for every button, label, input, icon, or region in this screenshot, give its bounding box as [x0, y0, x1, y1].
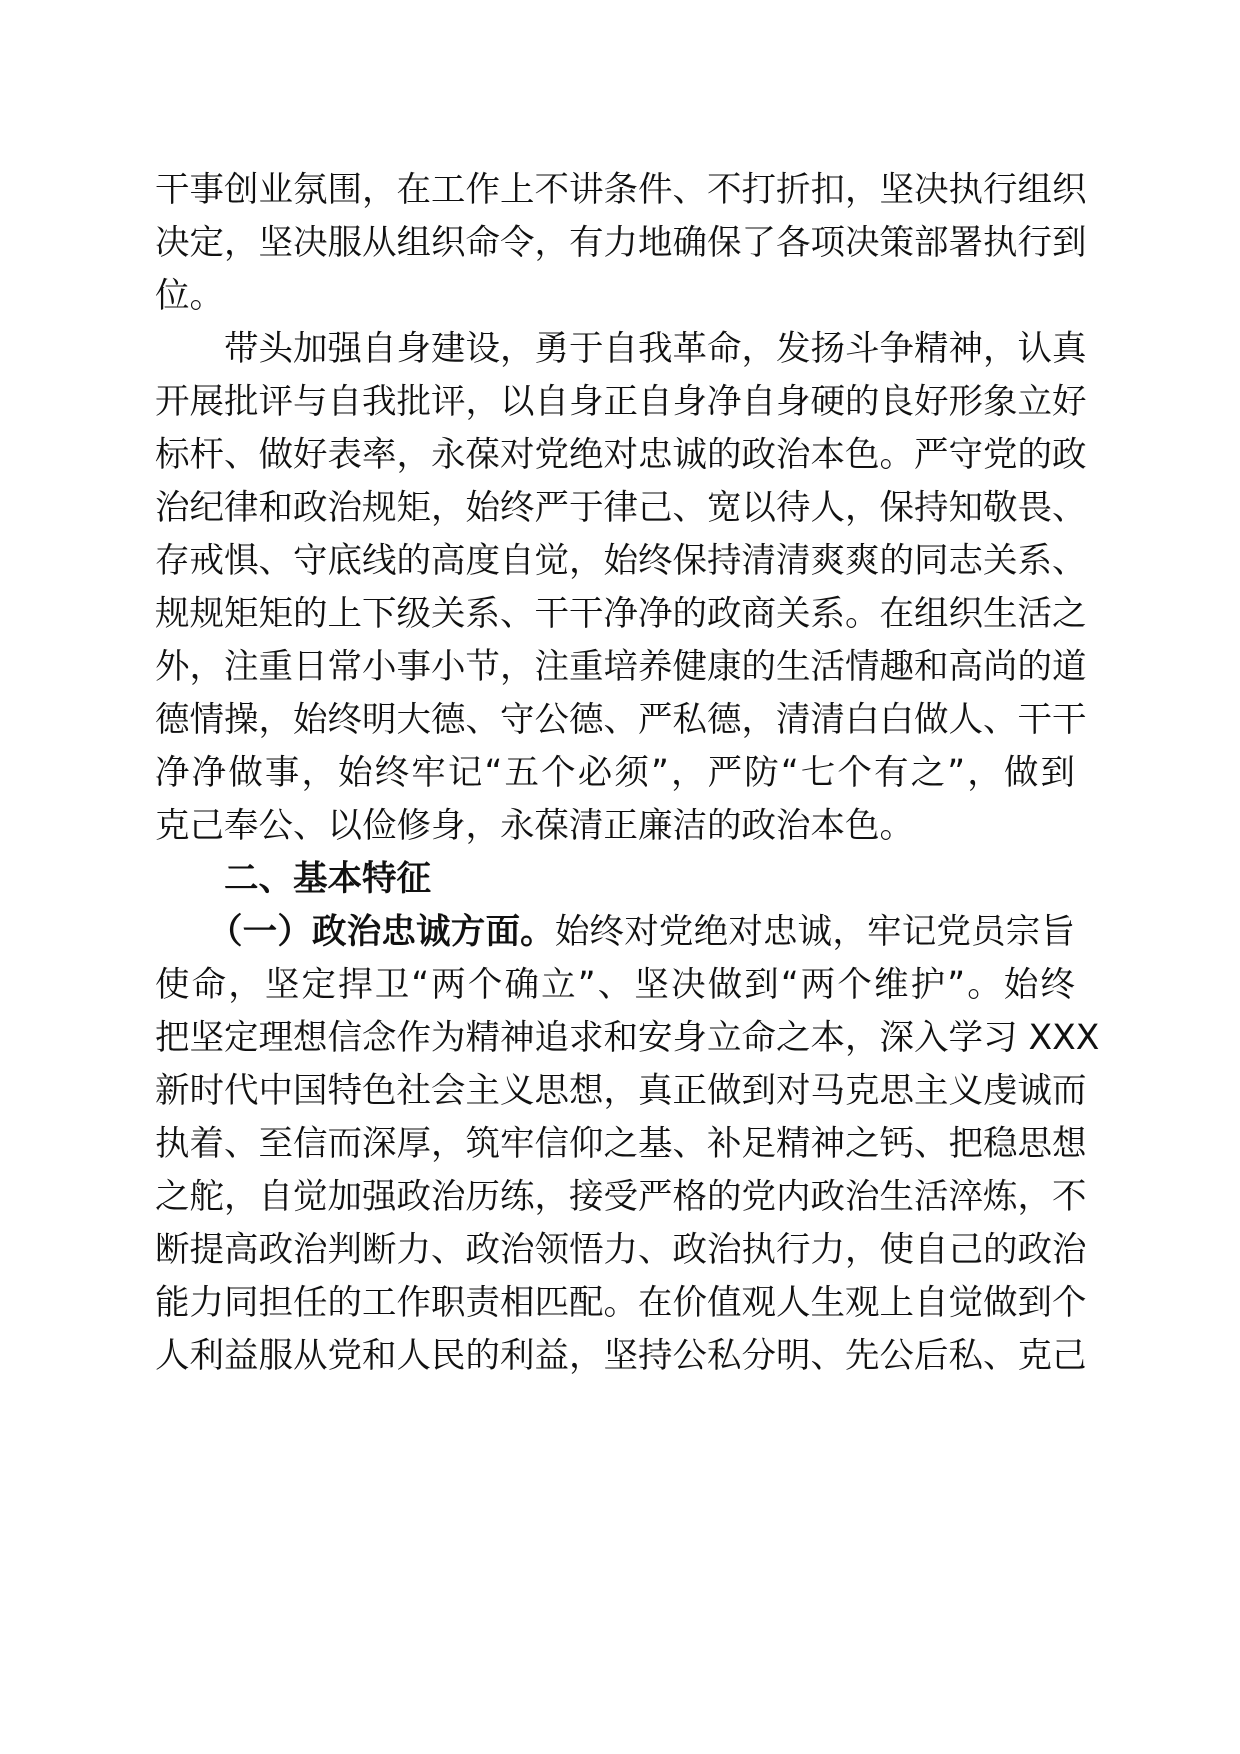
- paragraph-1-line-2: 决定，坚决服从组织命令，有力地确保了各项决策部署执行到: [155, 223, 1087, 263]
- paragraph-3-lead-in: （一）政治忠诚方面。: [208, 912, 555, 952]
- section-heading: 二、基本特征: [224, 859, 431, 899]
- paragraph-3-line-6: 之舵，自觉加强政治历练，接受严格的党内政治生活淬炼，不: [155, 1177, 1087, 1217]
- paragraph-3-first-line-rest: 始终对党绝对忠诚，牢记党员宗旨: [554, 912, 1075, 952]
- paragraph-3-line-2: 使命，坚定捍卫“两个确立”、坚决做到“两个维护”。始终: [155, 965, 1075, 1005]
- paragraph-2-line-6: 规规矩矩的上下级关系、干干净净的政商关系。在组织生活之: [155, 594, 1087, 634]
- paragraph-2-line-2: 开展批评与自我批评，以自身正自身净自身硬的良好形象立好: [155, 382, 1087, 422]
- paragraph-3-line-7: 断提高政治判断力、政治领悟力、政治执行力，使自己的政治: [155, 1230, 1087, 1270]
- paragraph-2-line-1: 带头加强自身建设，勇于自我革命，发扬斗争精神，认真: [224, 329, 1087, 369]
- paragraph-2-line-10: 克己奉公、以俭修身，永葆清正廉洁的政治本色。: [155, 806, 914, 846]
- paragraph-2-line-4: 治纪律和政治规矩，始终严于律己、宽以待人，保持知敬畏、: [155, 488, 1087, 528]
- paragraph-3-line-9: 人利益服从党和人民的利益，坚持公私分明、先公后私、克己: [155, 1336, 1087, 1376]
- paragraph-3-line-8: 能力同担任的工作职责相匹配。在价值观人生观上自觉做到个: [155, 1283, 1087, 1323]
- paragraph-3-line-4: 新时代中国特色社会主义思想，真正做到对马克思主义虔诚而: [155, 1071, 1087, 1111]
- paragraph-1-line-1: 干事创业氛围，在工作上不讲条件、不打折扣，坚决执行组织: [155, 170, 1087, 210]
- paragraph-2-line-7: 外，注重日常小事小节，注重培养健康的生活情趣和高尚的道: [155, 647, 1087, 687]
- paragraph-2-line-5: 存戒惧、守底线的高度自觉，始终保持清清爽爽的同志关系、: [155, 541, 1087, 581]
- paragraph-2-line-3: 标杆、做好表率，永葆对党绝对忠诚的政治本色。严守党的政: [155, 435, 1087, 475]
- paragraph-2-line-8: 德情操，始终明大德、守公德、严私德，清清白白做人、干干: [155, 700, 1087, 740]
- paragraph-3-line-3: 把坚定理想信念作为精神追求和安身立命之本，深入学习 XXX: [155, 1018, 1100, 1058]
- paragraph-1-line-3: 位。: [155, 276, 224, 316]
- paragraph-3-line-5: 执着、至信而深厚，筑牢信仰之基、补足精神之钙、把稳思想: [155, 1124, 1087, 1164]
- paragraph-3-line-1: [208, 902, 1075, 962]
- paragraph-2-line-9: 净净做事，始终牢记“五个必须”，严防“七个有之”，做到: [155, 753, 1075, 793]
